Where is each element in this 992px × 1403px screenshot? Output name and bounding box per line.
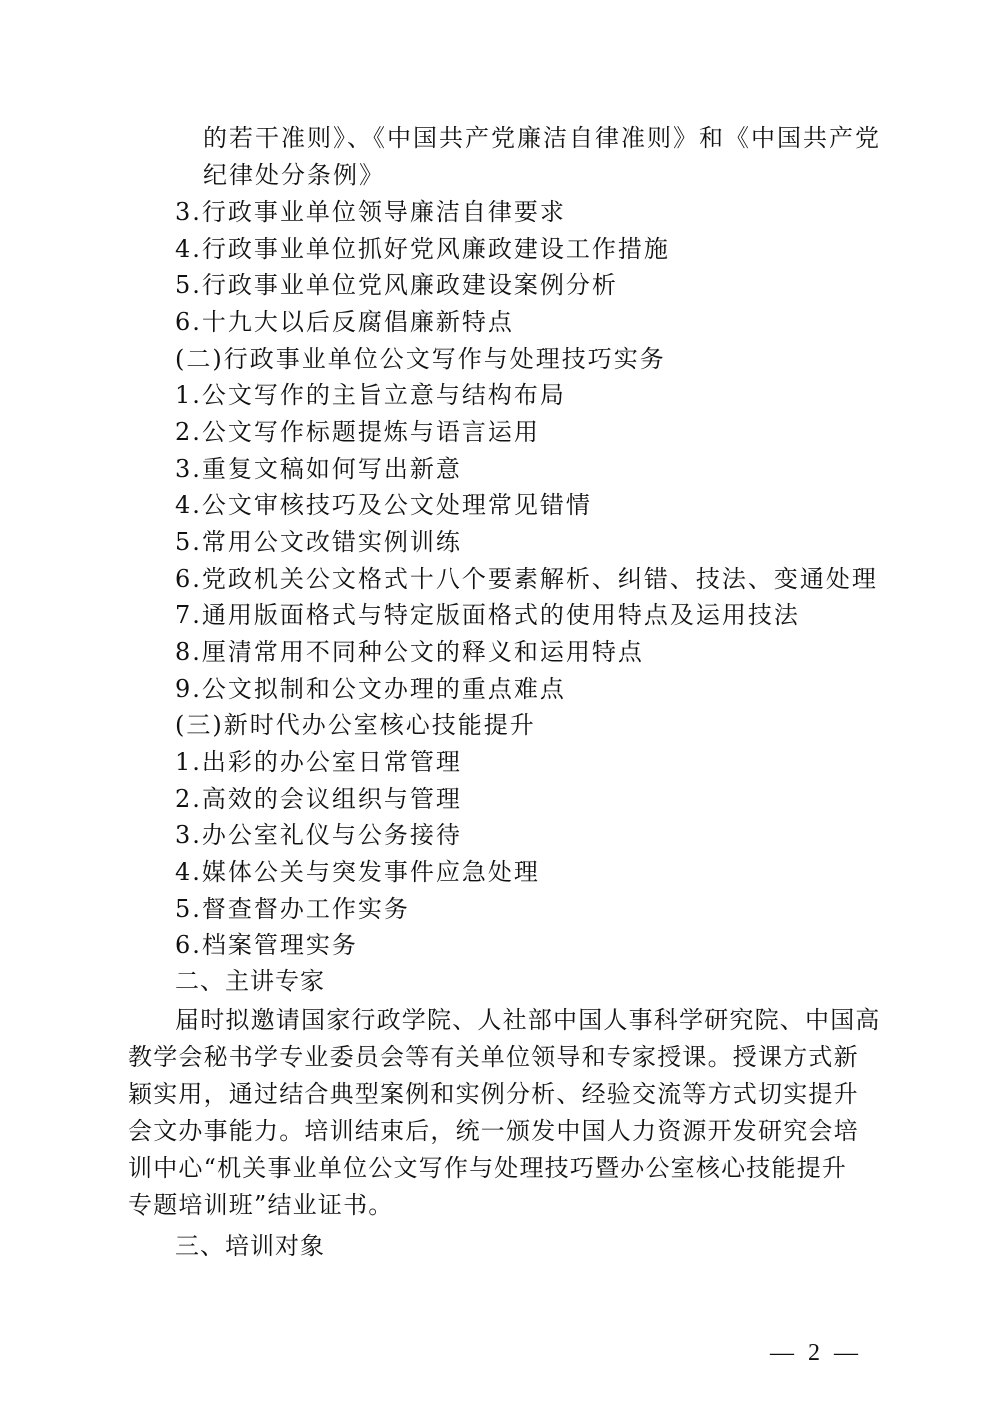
paragraph-line: 颖实用，通过结合典型案例和实例分析、经验交流等方式切实提升	[128, 1080, 859, 1108]
list-item: 6.党政机关公文格式十八个要素解析、纠错、技法、变通处理	[175, 565, 878, 593]
page-number: — 2 —	[770, 1340, 862, 1366]
section-heading-experts: 二、主讲专家	[175, 967, 325, 995]
list-item: 2.高效的会议组织与管理	[175, 785, 462, 813]
section-heading-trainees: 三、培训对象	[175, 1232, 325, 1260]
list-item: 4.公文审核技巧及公文处理常见错情	[175, 491, 592, 519]
list-item: 6.十九大以后反腐倡廉新特点	[175, 308, 514, 336]
list-item: 5.行政事业单位党风廉政建设案例分析	[175, 271, 618, 299]
list-item: 4.媒体公关与突发事件应急处理	[175, 858, 540, 886]
list-item: 3.办公室礼仪与公务接待	[175, 821, 462, 849]
list-item: 5.常用公文改错实例训练	[175, 528, 462, 556]
list-item: 纪律处分条例》	[203, 161, 385, 189]
list-item: 9.公文拟制和公文办理的重点难点	[175, 675, 566, 703]
list-item: 3.行政事业单位领导廉洁自律要求	[175, 198, 566, 226]
paragraph-line: 届时拟邀请国家行政学院、人社部中国人事科学研究院、中国高	[175, 1006, 881, 1034]
list-item: 6.档案管理实务	[175, 931, 358, 959]
paragraph-line: 专题培训班”结业证书。	[128, 1191, 394, 1219]
list-item: 3.重复文稿如何写出新意	[175, 455, 462, 483]
paragraph-line: 教学会秘书学专业委员会等有关单位领导和专家授课。授课方式新	[128, 1043, 859, 1071]
list-item: 5.督查督办工作实务	[175, 895, 410, 923]
list-item: 4.行政事业单位抓好党风廉政建设工作措施	[175, 235, 670, 263]
list-item: 1.公文写作的主旨立意与结构布局	[175, 381, 566, 409]
paragraph-line: 会文办事能力。培训结束后，统一颁发中国人力资源开发研究会培	[128, 1117, 859, 1145]
list-item: 7.通用版面格式与特定版面格式的使用特点及运用技法	[175, 601, 800, 629]
list-item: 8.厘清常用不同种公文的释义和运用特点	[175, 638, 644, 666]
list-item: 的若干准则》、《中国共产党廉洁自律准则》和《中国共产党	[203, 124, 881, 152]
subsection-heading: (二)行政事业单位公文写作与处理技巧实务	[175, 345, 666, 373]
subsection-heading: (三)新时代办公室核心技能提升	[175, 711, 536, 739]
paragraph-line: 训中心“机关事业单位公文写作与处理技巧暨办公室核心技能提升	[128, 1154, 848, 1182]
list-item: 2.公文写作标题提炼与语言运用	[175, 418, 540, 446]
list-item: 1.出彩的办公室日常管理	[175, 748, 462, 776]
